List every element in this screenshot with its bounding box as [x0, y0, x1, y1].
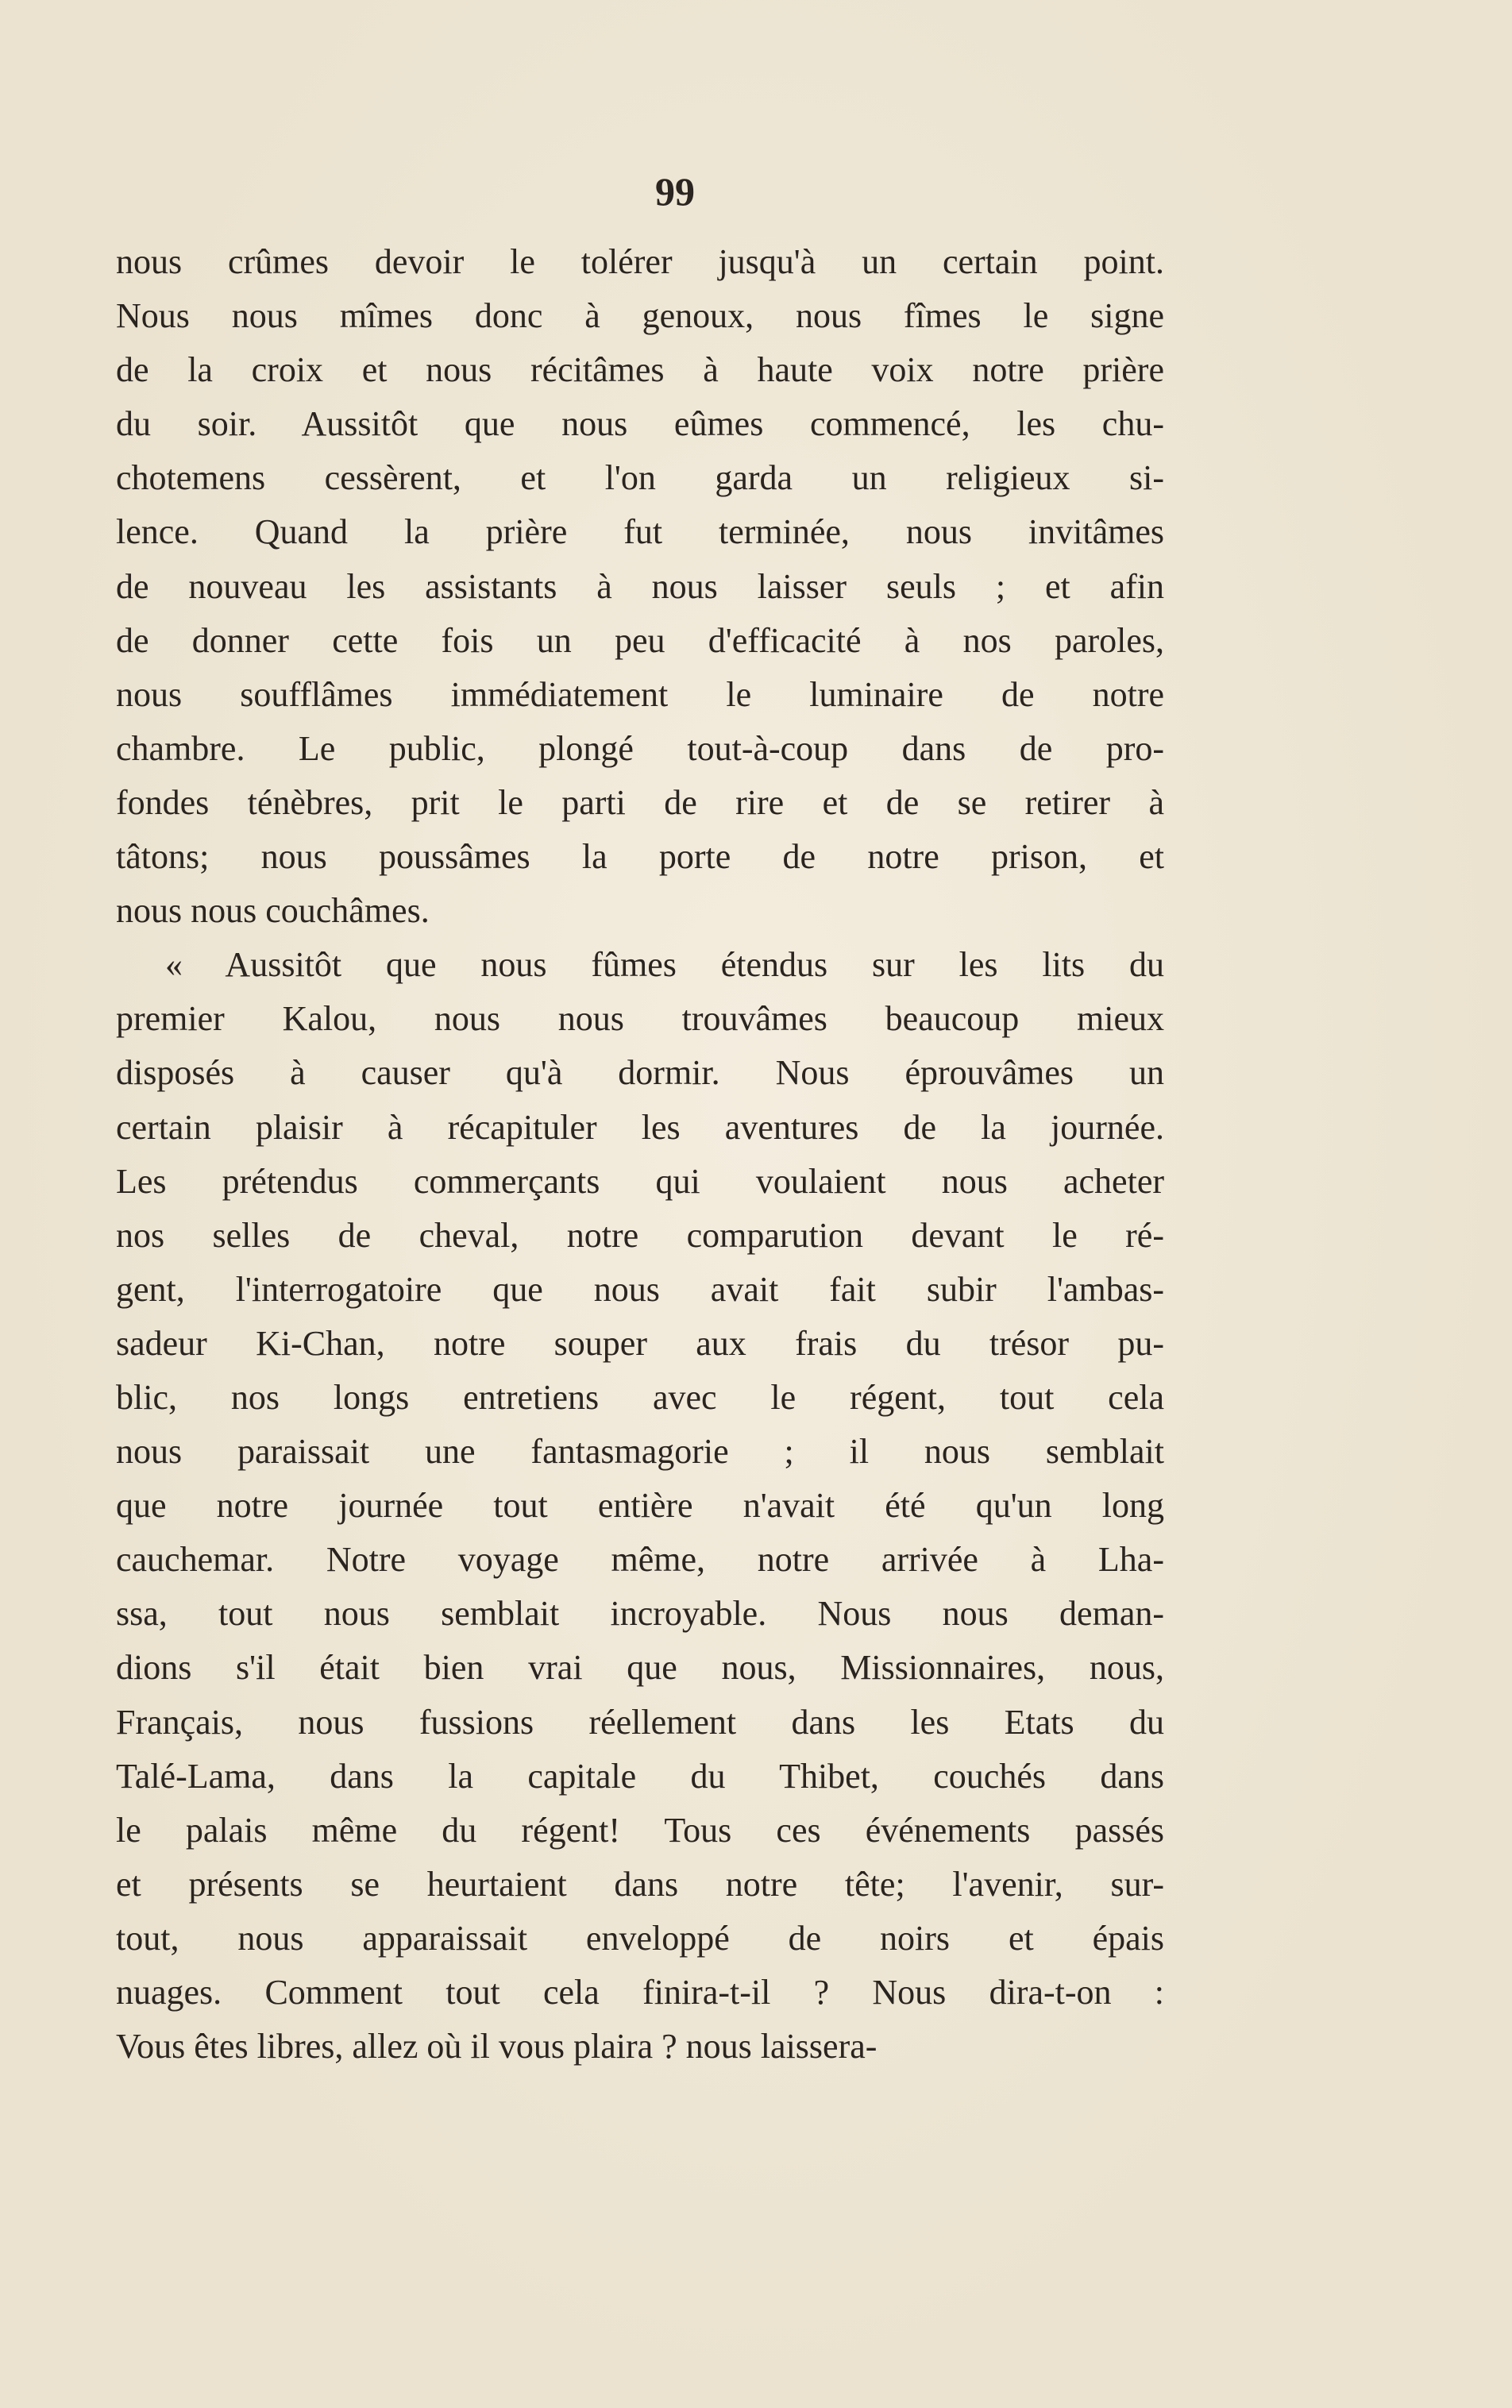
text-line: et présents se heurtaient dans notre tête; l'avenir, sur-: [116, 1864, 1164, 1904]
text-line: tâtons; nous poussâmes la porte de notre prison, et: [116, 837, 1164, 877]
text-line: certain plaisir à récapituler les aventures de la journée.: [116, 1107, 1164, 1147]
text-line: nos selles de cheval, notre comparution devant le ré-: [116, 1215, 1164, 1255]
text-line: Nous nous mîmes donc à genoux, nous fîmes le signe: [116, 296, 1164, 336]
text-line: Talé-Lama, dans la capitale du Thibet, couchés dans: [116, 1756, 1164, 1796]
text-line: de la croix et nous récitâmes à haute voix notre prière: [116, 350, 1164, 390]
text-line: ssa, tout nous semblait incroyable. Nous nous deman-: [116, 1594, 1164, 1634]
text-line: nous nous couchâmes.: [116, 891, 430, 931]
text-line: chotemens cessèrent, et l'on garda un religieux si-: [116, 458, 1164, 498]
text-line: Français, nous fussions réellement dans les Etats du: [116, 1702, 1164, 1742]
text-line: gent, l'interrogatoire que nous avait fait subir l'ambas-: [116, 1269, 1164, 1309]
text-line: fondes ténèbres, prit le parti de rire et de se retirer à: [116, 782, 1164, 822]
text-line: nous paraissait une fantasmagorie ; il nous semblait: [116, 1432, 1164, 1472]
text-line: que notre journée tout entière n'avait été qu'un long: [116, 1486, 1164, 1526]
text-line: cauchemar. Notre voyage même, notre arrivée à Lha-: [116, 1540, 1164, 1580]
text-line: sadeur Ki-Chan, notre souper aux frais du trésor pu-: [116, 1323, 1164, 1363]
text-line: tout, nous apparaissait enveloppé de noirs et épais: [116, 1918, 1164, 1958]
text-line: Les prétendus commerçants qui voulaient nous acheter: [116, 1161, 1164, 1201]
text-line: nuages. Comment tout cela finira-t-il ? Nous dira-t-on :: [116, 1973, 1164, 2012]
text-line: blic, nos longs entretiens avec le régent, tout cela: [116, 1377, 1164, 1417]
text-line: « Aussitôt que nous fûmes étendus sur les lits du: [165, 945, 1164, 985]
text-line: disposés à causer qu'à dormir. Nous éprouvâmes un: [116, 1053, 1164, 1093]
text-line: lence. Quand la prière fut terminée, nous invitâmes: [116, 512, 1164, 552]
text-line: nous crûmes devoir le tolérer jusqu'à un certain point.: [116, 242, 1164, 281]
text-line: nous soufflâmes immédiatement le luminaire de notre: [116, 674, 1164, 714]
text-line: chambre. Le public, plongé tout-à-coup dans de pro-: [116, 728, 1164, 768]
text-line: premier Kalou, nous nous trouvâmes beaucoup mieux: [116, 999, 1164, 1039]
text-line: Vous êtes libres, allez où il vous plaira ? nous laissera-: [116, 2027, 878, 2066]
text-line: le palais même du régent! Tous ces événements passés: [116, 1810, 1164, 1850]
text-line: de donner cette fois un peu d'efficacité à nos paroles,: [116, 620, 1164, 660]
body-text: [116, 235, 1164, 2074]
text-line: du soir. Aussitôt que nous eûmes commencé, les chu-: [116, 404, 1164, 444]
text-line: de nouveau les assistants à nous laisser seuls ; et afin: [116, 566, 1164, 606]
page-number: 99: [655, 169, 695, 214]
text-line: dions s'il était bien vrai que nous, Missionnaires, nous,: [116, 1648, 1164, 1688]
